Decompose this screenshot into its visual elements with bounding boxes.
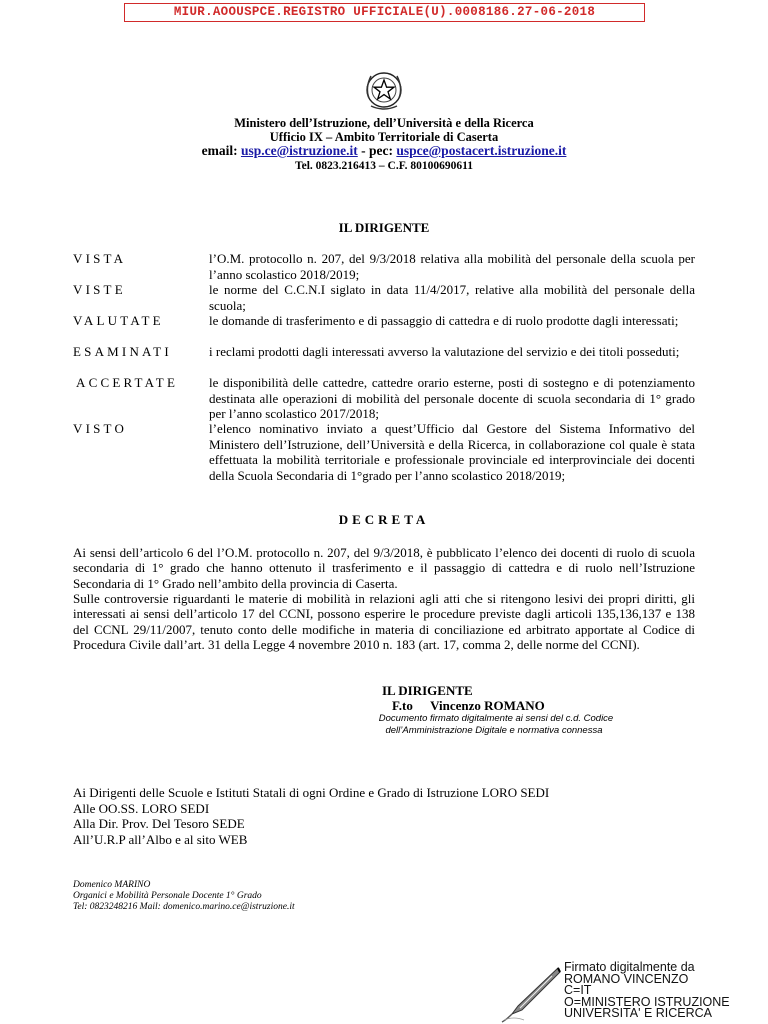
premise-label: VALUTATE <box>73 313 164 328</box>
author-name: Domenico MARINO <box>73 880 151 890</box>
distribution-item: All’U.R.P all’Albo e al sito WEB <box>73 832 248 847</box>
distribution-item: Alla Dir. Prov. Del Tesoro SEDE <box>73 816 245 831</box>
page-title: IL DIRIGENTE <box>338 220 430 235</box>
premise-text: l’elenco nominativo inviato a quest’Ufficio dal Gestore del Sistema Informativo del Ministero dell’Istruzione, dell’Università e della Ricerca, in collaborazione col quale è stata effettuata la mobilità territoriale e professionale provinciale ed interprovinciale dei docenti della Scuola Secondaria di 1°grado per l’anno scolastico 2018/2019; <box>209 421 695 483</box>
decreta-heading: DECRETA <box>338 512 430 527</box>
signature-role: IL DIRIGENTE <box>382 683 473 698</box>
email-link[interactable]: usp.ce@istruzione.it <box>240 143 358 158</box>
author-block <box>73 880 295 913</box>
premise-label: VISTO <box>73 421 128 436</box>
signature-note-line2: dell’Amministrazione Digitale e normativa connessa <box>385 725 603 736</box>
digital-signature-line: C=IT <box>564 983 592 997</box>
premise-text: i reclami prodotti dagli interessati avverso la valutazione del servizio e dei titoli posseduti; <box>209 344 680 359</box>
premise-text: le domande di trasferimento e di passaggio di cattedra e di ruolo prodotte dagli interessati; <box>209 313 679 328</box>
body-paragraph: Ai sensi dell’articolo 6 del l’O.M. protocollo n. 207, del 9/3/2018, è pubblicato l’elenco dei docenti di ruolo di scuola secondaria di 1° grado che hanno ottenuto il trasferimento e il passaggio di cattedra e di ruolo nell’Istruzione Secondaria di 1° Grado nell’ambito della provincia di Caserta. <box>73 545 695 591</box>
signature-fto: F.to <box>392 698 413 713</box>
premise-text: l’O.M. protocollo n. 207, del 9/3/2018 relativa alla mobilità del personale della scuola per l’anno scolastico 2018/2019; <box>209 251 695 282</box>
signature-note-line1: Documento firmato digitalmente ai sensi del c.d. Codice <box>378 713 614 724</box>
premise-text: le norme del C.C.N.I siglato in data 11/4/2017, relative alla mobilità del personale della scuola; <box>209 282 695 313</box>
pec-link[interactable]: uspce@postacert.istruzione.it <box>396 143 567 158</box>
office-name: Ufficio IX – Ambito Territoriale di Caserta <box>269 130 499 144</box>
digital-signature-line: UNIVERSITA' E RICERCA <box>564 1006 713 1020</box>
pen-nib-icon <box>500 962 562 1024</box>
author-role: Organici e Mobilità Personale Docente 1° Grado <box>73 891 262 901</box>
premise-label: VISTA <box>73 251 127 266</box>
italian-republic-emblem-icon <box>361 66 407 112</box>
distribution-item: Ai Dirigenti delle Scuole e Istituti Statali di ogni Ordine e Grado di Istruzione LORO SEDI <box>73 785 550 800</box>
tel-line: Tel. 0823.216413 – C.F. 80100690611 <box>294 160 474 172</box>
digital-signature-text <box>564 962 730 1020</box>
digital-signature-line: ROMANO VINCENZO <box>564 971 689 986</box>
body-paragraph: Sulle controversie riguardanti le materie di mobilità in relazioni agli atti che si ritengono lesivi dei propri diritti, gli interessati ai sensi dell’articolo 17 del CCNI, possono esperire le procedure previste dagli articoli 135,136,137 e 138 del CCNL 29/11/2007, tenuto conto delle modifiche in materia di conciliazione ed arbitrato apportate al Codice di Procedura Civile dall’art. 31 della Legge 4 novembre 2010 n. 183 (art. 17, comma 2, delle norme del CCNI). <box>73 591 695 652</box>
protocol-stamp: MIUR.AOOUSPCE.REGISTRO UFFICIALE(U).0008186.27-06-2018 <box>124 3 645 22</box>
distribution-item: Alle OO.SS. LORO SEDI <box>73 801 210 816</box>
digital-signature-block <box>500 962 768 1024</box>
premise-label: ESAMINATI <box>73 344 172 359</box>
premise-text: le disponibilità delle cattedre, cattedre orario esterne, posti di sostegno e di potenziamento destinata alle operazioni di mobilità del personale docente di scuola secondaria di 1° grado per l’anno scolastico 2017/2018; <box>209 375 695 421</box>
digital-signature-line: O=MINISTERO ISTRUZIONE <box>564 994 730 1009</box>
author-contact: Tel: 0823248216 Mail: domenico.marino.ce@istruzione.it <box>73 902 295 912</box>
premise-label: ACCERTATE <box>76 375 179 390</box>
signature-name: Vincenzo ROMANO <box>430 698 545 713</box>
ministry-name: Ministero dell’Istruzione, dell’Università e della Ricerca <box>234 116 534 130</box>
digital-signature-line: Firmato digitalmente da <box>564 960 695 974</box>
signature-name-line <box>392 698 545 714</box>
contact-line <box>0 143 768 159</box>
pec-label: - pec: <box>361 143 393 158</box>
premise-label: VISTE <box>73 282 126 297</box>
email-label: email: <box>201 143 238 158</box>
